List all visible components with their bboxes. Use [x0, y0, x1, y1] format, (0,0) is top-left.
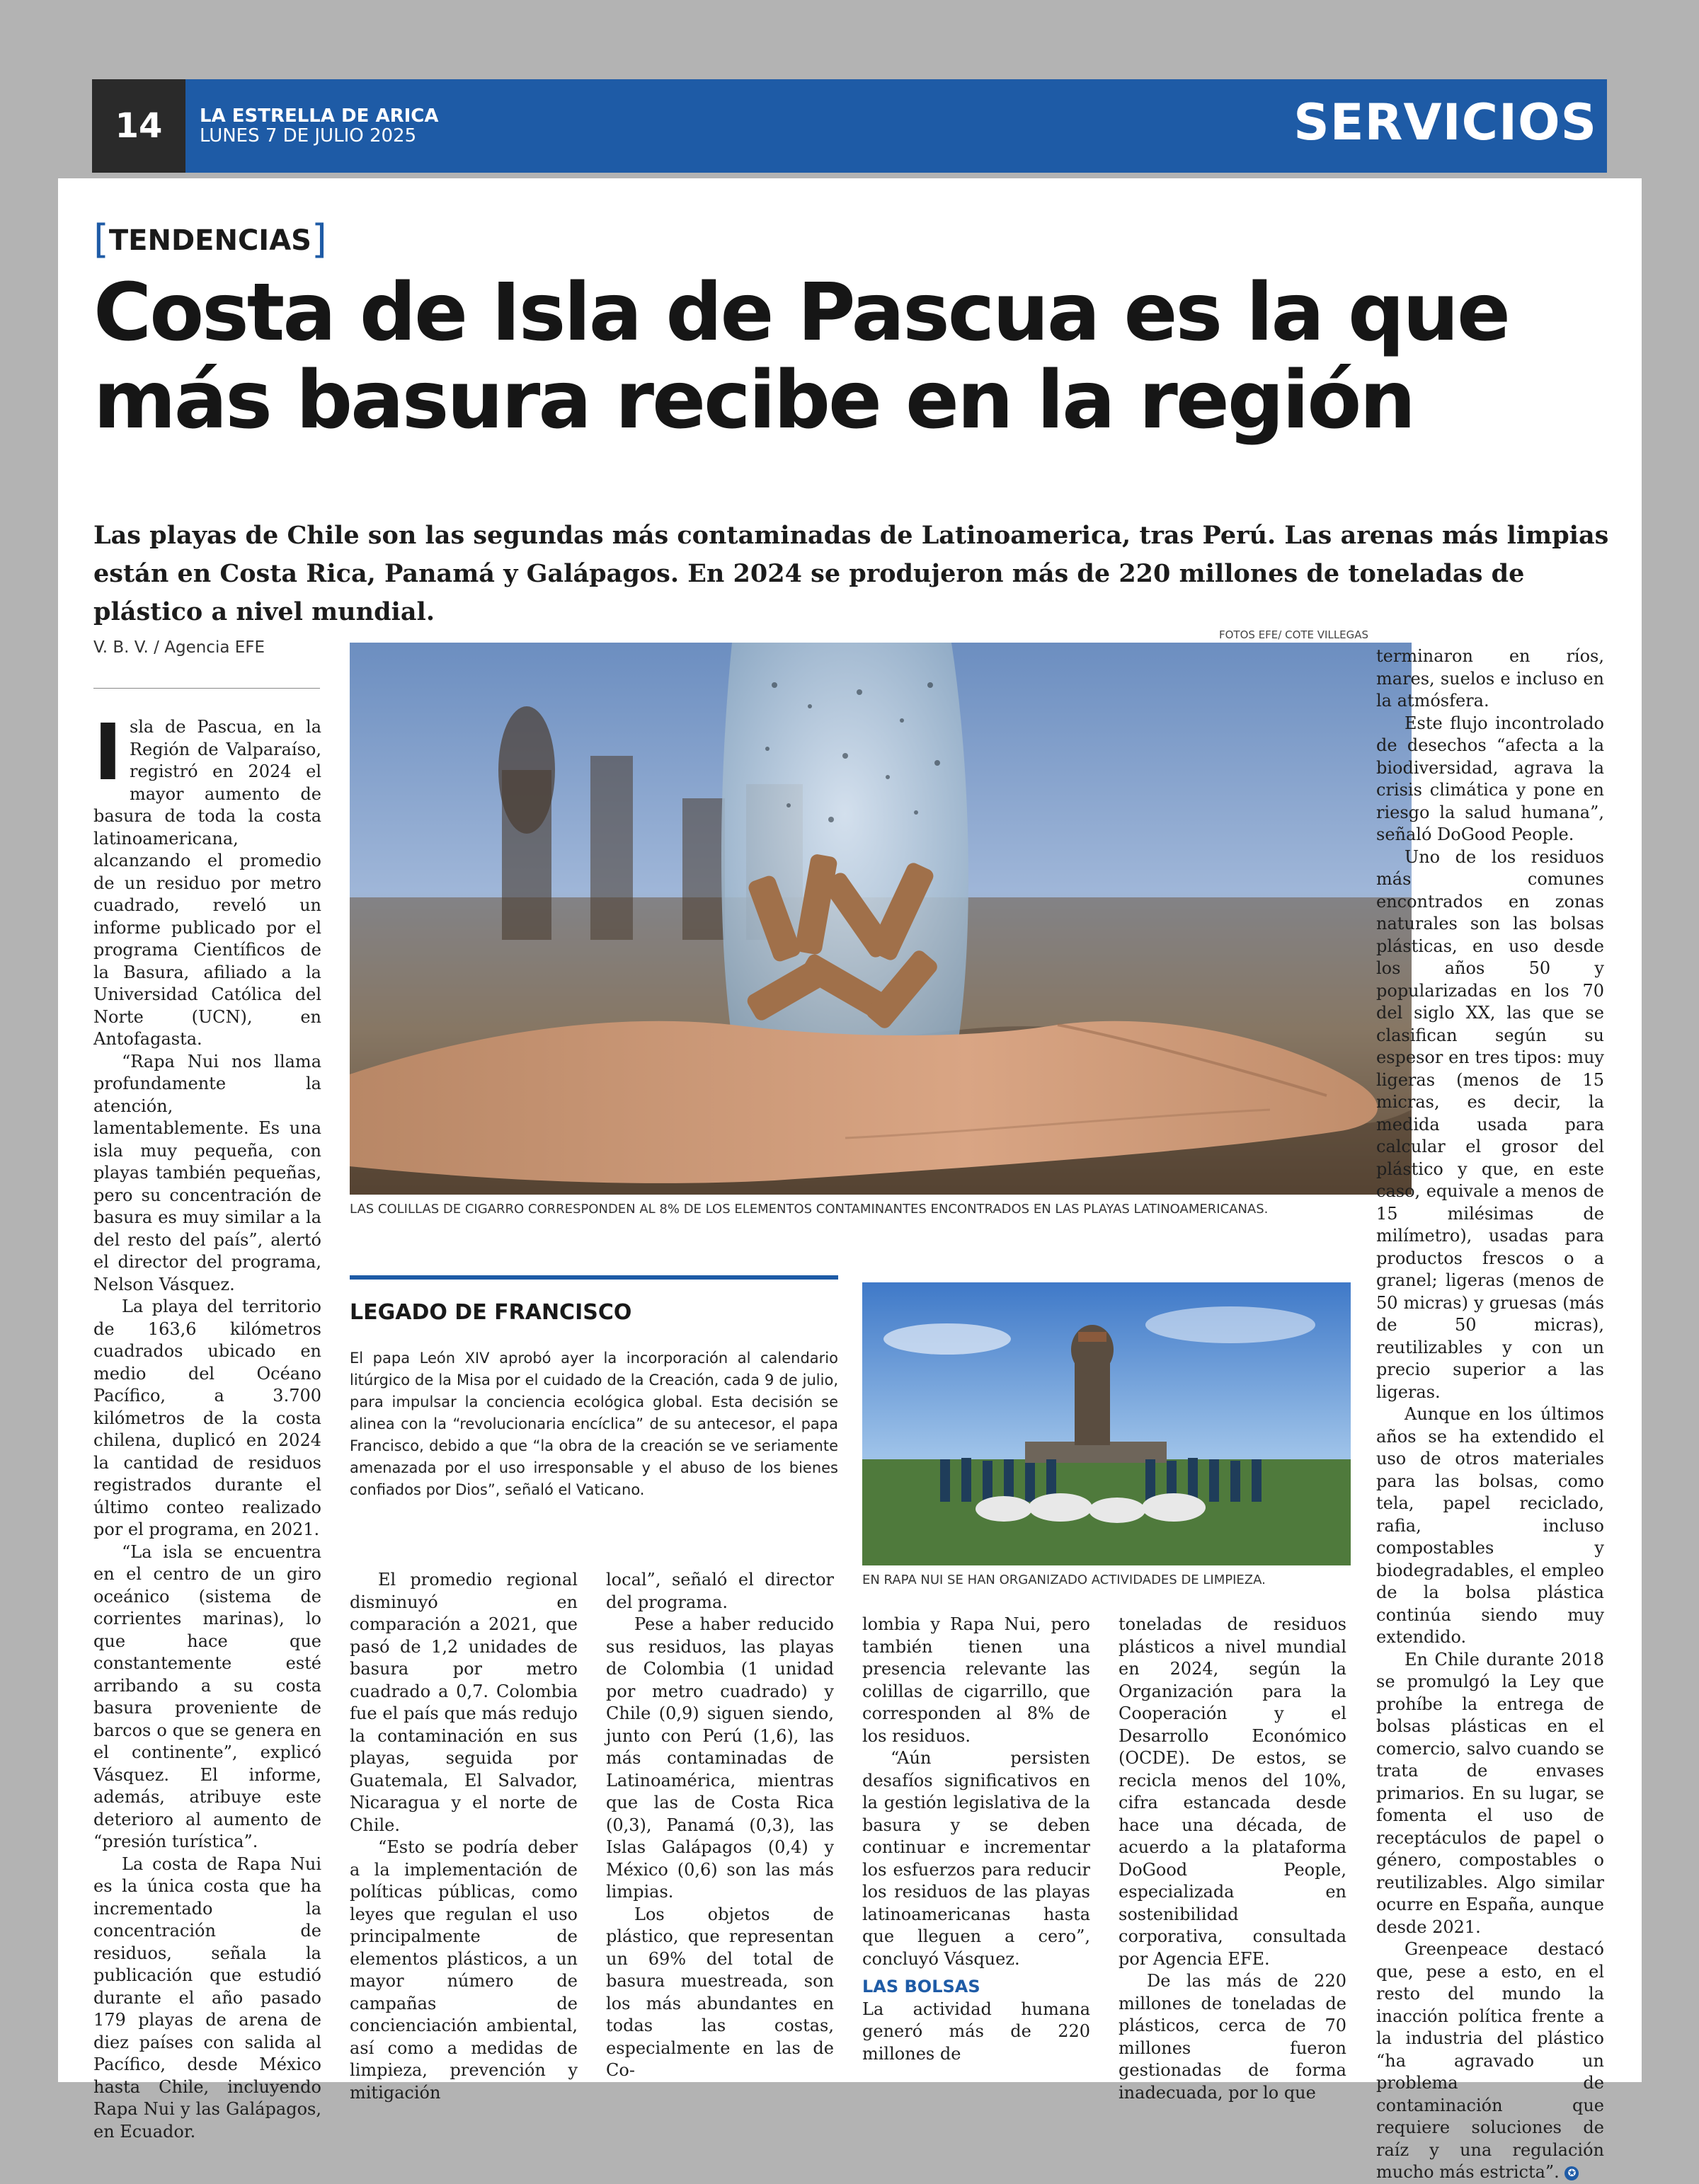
- paragraph: “Esto se podría deber a la implementación de políticas públicas, como leyes que regulan el uso principalmente de elementos plásticos, a un mayor número de campañas de concienciación ambiental, así como a medidas de limpieza, prevención y mitigación: [350, 1837, 578, 2103]
- column-2: [350, 1569, 578, 2104]
- subhead: LAS BOLSAS: [862, 1977, 980, 1996]
- paragraph: “Rapa Nui nos llama profundamente la atención, lamentablemente. Es una isla muy pequeña, con playas también pequeñas, pero su concentración de basura es muy similar a la del resto del país”, alertó el director del programa, Nelson Vásquez.: [93, 1051, 321, 1294]
- column-4: [862, 1614, 1090, 2065]
- paragraph: local”, señaló el director del programa.: [606, 1570, 834, 1612]
- paragraph-text: sla de Pascua, en la Región de Valparaíso, registró en 2024 el mayor aumento de basura de toda la costa latinoamericana, alcanzando el promedio de un residuo por metro cuadrado, reveló un informe publicado por el programa Científicos de la Basura, afiliado a la Universidad Católica del Norte (UCN), en Antofagasta.: [93, 717, 321, 1049]
- paragraph: Los objetos de plástico, que representan un 69% del total de basura muestreada, son los más abundantes en todas las costas, especialmente en las de Co-: [606, 1904, 834, 2080]
- byline: V. B. V. / Agencia EFE: [93, 638, 265, 657]
- cleanup-photo-caption: EN RAPA NUI SE HAN ORGANIZADO ACTIVIDADES DE LIMPIEZA.: [862, 1573, 1266, 1587]
- paragraph: La costa de Rapa Nui es la única costa que ha incrementado la concentración de residuos, señala la publicación que estudió durante el año pasado 179 playas de arena de diez países con salida al Pacífico, desde México hasta Chile, incluyendo Rapa Nui y las Galápagos, en Ecuador.: [93, 1853, 321, 2142]
- paragraph: Uno de los residuos más comunes encontrados en zonas naturales son las bolsas plásticas, en uso desde los años 50 y popularizadas en los 70 del siglo XX, las que se clasifican según su espesor en tres tipos: muy ligeras (menos de 15 micras, es decir, la medida usada para calcular el grosor del plástico y que, en este caso, equivale a menos de 15 milésimas de milímetro), usadas para productos frescos o a granel; ligeras (menos de 50 micras) y gruesas (más de 50 micras), reutilizables y con un precio superior a las ligeras.: [1376, 846, 1604, 1402]
- sidebar-text: El papa León XIV aprobó ayer la incorporación al calendario litúrgico de la Misa por el cuidado de la Creación, cada 9 de julio, para impulsar la conciencia ecológica global. Esta decisión se alinea con la “revolucionaria encíclica” de su antecesor, el papa Francisco, debido a que “la obra de la creación se ve seriamente amenazada por el uso irresponsable y el abuso de los bienes confiados por Dios”, señaló el Vaticano.: [350, 1350, 838, 1498]
- paragraph: Aunque en los últimos años se ha extendido el uso de otros materiales para las bolsas, como tela, papel reciclado, rafia, incluso compostables y biodegradables, el empleo de la bolsa plástica continúa siendo muy extendido.: [1376, 1404, 1604, 1647]
- section-name: SERVICIOS: [1293, 93, 1597, 151]
- main-photo-caption: LAS COLILLAS DE CIGARRO CORRESPONDEN AL 8% DE LOS ELEMENTOS CONTAMINANTES ENCONTRADOS EN LAS PLAYAS LATINOAMERICANAS.: [350, 1202, 1269, 1217]
- paragraph: La actividad humana generó más de 220 millones de: [862, 1999, 1090, 2064]
- publication-name: LA ESTRELLA DE ARICA: [200, 105, 439, 127]
- paragraph: lombia y Rapa Nui, pero también tienen una presencia relevante las colillas de cigarrillo, que corresponden al 8% de los residuos.: [862, 1614, 1090, 1746]
- sidebar-rule: [350, 1275, 838, 1280]
- paragraph: [93, 707, 321, 1051]
- paragraph: La playa del territorio de 163,6 kilómetros cuadrados ubicado en medio del Océano Pacífico, a 3.700 kilómetros de la costa chilena, duplicó en 2024 la cantidad de residuos registrados durante el último conteo realizado por el programa, en 2021.: [93, 1297, 321, 1539]
- paragraph: De las más de 220 millones de toneladas de plásticos, cerca de 70 millones fueron gestionadas de forma inadecuada, por lo que: [1119, 1971, 1346, 2103]
- column-3: [606, 1569, 834, 2082]
- newspaper-page: [58, 178, 1642, 2182]
- page-number: 14: [92, 79, 185, 173]
- cleanup-photo: [862, 1282, 1351, 1565]
- column-1: [93, 707, 321, 2143]
- end-mark-icon: ✪: [1564, 2166, 1579, 2180]
- deck: Las playas de Chile son las segundas más contaminadas de Latinoamerica, tras Perú. Las arenas más limpias están en Costa Rica, Panamá y Galápagos. En 2024 se produjeron más de 220 millones de toneladas de plástico a nivel mundial.: [93, 521, 1609, 626]
- paragraph: “La isla se encuentra en el centro de un giro oceánico (sistema de corrientes marinas), lo que hace que constantemente esté arribando a su costa basura proveniente de barcos o que se genera en el continente”, explicó Vásquez. El informe, además, atribuye este deterioro al aumento de “presión turística”.: [93, 1541, 321, 1851]
- byline-rule: [93, 688, 320, 689]
- paragraph: Este flujo incontrolado de desechos “afecta a la biodiversidad, agrava la crisis climática y pone en riesgo la salud humana”, señaló DoGood People.: [1376, 713, 1604, 844]
- paragraph: [1376, 1938, 1604, 2184]
- header-bar: [185, 79, 1607, 173]
- column-5: [1119, 1614, 1346, 2104]
- publication-info: [200, 106, 438, 146]
- main-photo-image: [350, 643, 1412, 1195]
- sidebar-title: LEGADO DE FRANCISCO: [350, 1300, 632, 1325]
- headline: Costa de Isla de Pascua es la que más basura recibe en la región: [93, 267, 1509, 447]
- kicker-label: TENDENCIAS: [108, 224, 311, 257]
- main-photo: [350, 643, 1412, 1195]
- paragraph: El promedio regional disminuyó en comparación a 2021, que pasó de 1,2 unidades de basura por metro cuadrado a 0,7. Colombia fue el país que más redujo la contaminación en sus playas, seguida por Guatemala, El Salvador, Nicaragua y el norte de Chile.: [350, 1570, 578, 1835]
- publication-date: LUNES 7 DE JULIO 2025: [200, 125, 417, 146]
- page-header: [92, 79, 1607, 173]
- cleanup-photo-image: [862, 1282, 1351, 1565]
- kicker: [TENDENCIAS]: [93, 217, 327, 263]
- paragraph: “Aún persisten desafíos significativos en la gestión legislativa de la basura y se deben continuar e incrementar los esfuerzos para reducir los residuos de las playas latinoamericanas hasta que lleguen a cero”, concluyó Vásquez.: [862, 1748, 1090, 1969]
- paragraph-text: Greenpeace destacó que, pese a esto, en el resto del mundo la inacción política frente a la industria del plástico “ha agravado un problema de contaminación que requiere soluciones de raíz y una regulación mucho más estricta”.: [1376, 1939, 1604, 2182]
- column-6: [1376, 645, 1604, 2184]
- paragraph: Pese a haber reducido sus residuos, las playas de Colombia (1 unidad por metro cuadrado) y Chile (0,9) siguen siendo, junto con Perú (1,6), las más contaminadas de Latinoamérica, mientras que las de Costa Rica (0,3), Panamá (0,3), las Islas Galápagos (0,4) y México (0,6) son las más limpias.: [606, 1614, 834, 1902]
- paragraph: terminaron en ríos, mares, suelos e incluso en la atmósfera.: [1376, 646, 1604, 711]
- paragraph: En Chile durante 2018 se promulgó la Ley que prohíbe la entrega de bolsas plásticas en el comercio, salvo cuando se trata de envases primarios. En su lugar, se fomenta el uso de receptáculos de papel o género, compostables o reutilizables. Algo similar ocurre en España, aunque desde 2021.: [1376, 1649, 1604, 1937]
- drop-cap: I: [93, 707, 122, 798]
- paragraph: toneladas de residuos plásticos a nivel mundial en 2024, según la Organización para la Cooperación y el Desarrollo Económico (OCDE). De estos, se recicla menos del 10%, cifra estancada desde hace una década, de acuerdo a la plataforma DoGood People, especializada en sostenibilidad corporativa, consultada por Agencia EFE.: [1119, 1614, 1346, 1969]
- photo-credit: FOTOS EFE/ COTE VILLEGAS: [1219, 628, 1369, 641]
